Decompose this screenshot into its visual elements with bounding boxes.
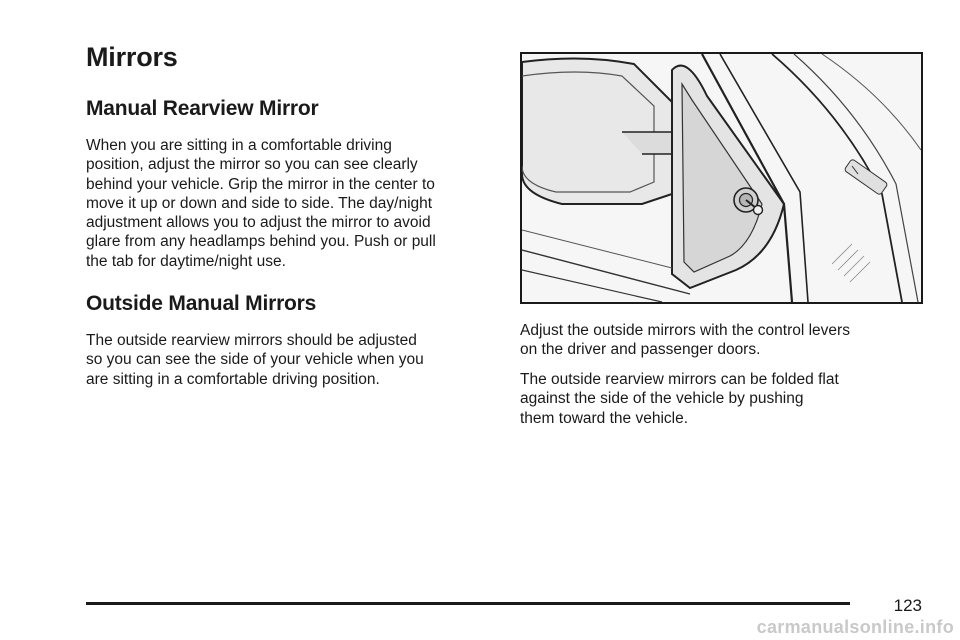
text-line: Adjust the outside mirrors with the control levers: [520, 322, 850, 339]
paragraph-manual-rearview-mirror: [86, 136, 496, 271]
text-line: When you are sitting in a comfortable driving: [86, 137, 392, 154]
text-line: so you can see the side of your vehicle when you: [86, 351, 424, 369]
text-line: the tab for daytime/night use.: [86, 252, 286, 270]
heading-outside-manual-mirrors: Outside Manual Mirrors: [86, 292, 317, 315]
footer-rule: [86, 602, 850, 605]
paragraph-outside-manual-mirrors: [86, 331, 496, 389]
text-line: on the driver and passenger doors.: [520, 341, 761, 359]
watermark: carmanualsonline.info: [756, 617, 954, 637]
text-line: them toward the vehicle.: [520, 409, 689, 427]
outside-mirror-illustration: [520, 52, 923, 304]
paragraph-fold-mirrors: [520, 370, 920, 428]
paragraph-adjust-outside-mirrors: [520, 321, 920, 360]
text-line: behind your vehicle. Grip the mirror in the center to: [86, 175, 435, 193]
text-line: are sitting in a comfortable driving position.: [86, 370, 380, 388]
text-line: The outside rearview mirrors can be folded flat: [520, 371, 839, 388]
text-line: The outside rearview mirrors should be adjusted: [86, 332, 417, 349]
text-line: glare from any headlamps behind you. Push or pull: [86, 233, 436, 251]
text-line: against the side of the vehicle by pushing: [520, 390, 804, 408]
mirror-line-drawing: [522, 54, 921, 302]
page-number: 123: [893, 596, 922, 615]
text-line: move it up or down and side to side. The day/night: [86, 194, 433, 212]
text-line: adjustment allows you to adjust the mirror to avoid: [86, 214, 431, 232]
page-title: Mirrors: [86, 42, 178, 72]
heading-manual-rearview-mirror: Manual Rearview Mirror: [86, 97, 319, 120]
text-line: position, adjust the mirror so you can see clearly: [86, 156, 418, 174]
